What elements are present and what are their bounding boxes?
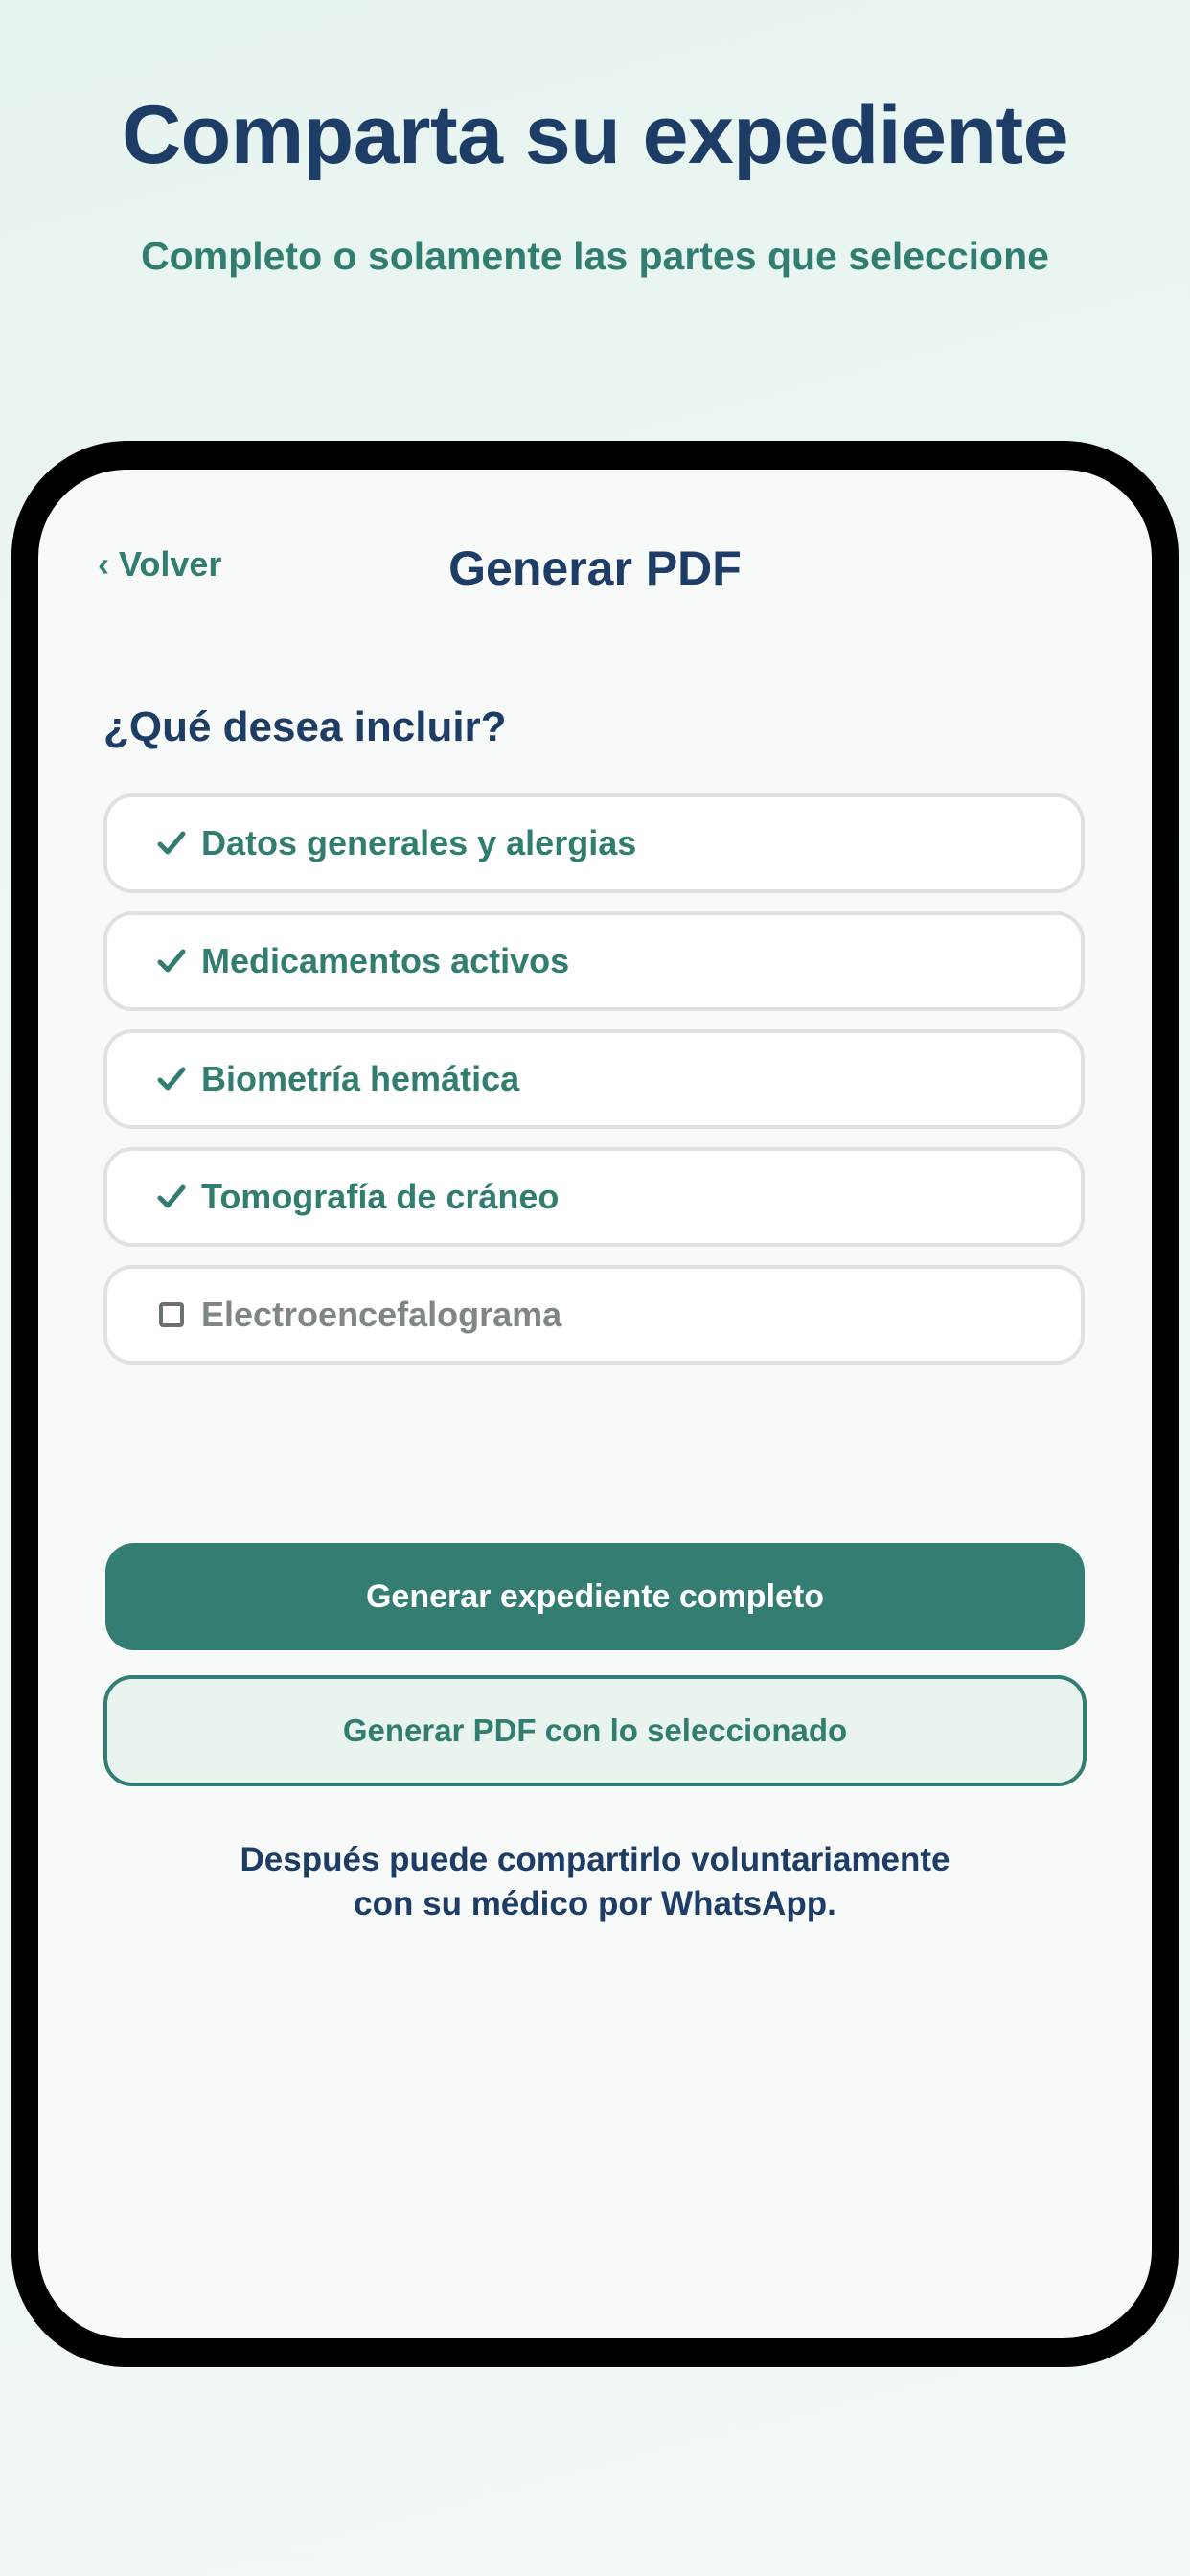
- option-biometria[interactable]: [103, 1029, 1085, 1129]
- option-label: Biometría hemática: [201, 1059, 520, 1098]
- check-icon: [153, 830, 190, 857]
- option-datos-generales[interactable]: [103, 794, 1085, 893]
- share-note: [38, 1838, 1152, 1926]
- section-title: ¿Qué desea incluir?: [103, 703, 507, 750]
- option-label: Tomografía de cráneo: [201, 1177, 560, 1216]
- check-icon: [153, 1184, 190, 1210]
- share-note-line-2: con su médico por WhatsApp.: [354, 1885, 836, 1922]
- generate-full-record-button[interactable]: Generar expediente completo: [105, 1543, 1085, 1650]
- option-label: Electroencefalograma: [201, 1295, 562, 1334]
- checkbox-empty-icon: [153, 1302, 190, 1327]
- generate-selected-pdf-button[interactable]: Generar PDF con lo seleccionado: [103, 1675, 1087, 1786]
- back-button[interactable]: ‹ Volver: [98, 544, 222, 584]
- share-note-line-1: Después puede compartirlo voluntariamente: [240, 1841, 950, 1878]
- phone-screen: [38, 470, 1152, 2338]
- option-label: Datos generales y alergias: [201, 823, 637, 862]
- option-medicamentos[interactable]: [103, 911, 1085, 1011]
- option-label: Medicamentos activos: [201, 941, 570, 980]
- nav-title: Generar PDF: [448, 541, 742, 595]
- hero-subtitle: Completo o solamente las partes que seleccione: [141, 234, 1049, 278]
- option-tomografia[interactable]: [103, 1147, 1085, 1247]
- check-icon: [153, 1066, 190, 1092]
- option-electroencefalograma[interactable]: [103, 1265, 1085, 1365]
- hero-title: Comparta su expediente: [122, 89, 1068, 181]
- check-icon: [153, 948, 190, 975]
